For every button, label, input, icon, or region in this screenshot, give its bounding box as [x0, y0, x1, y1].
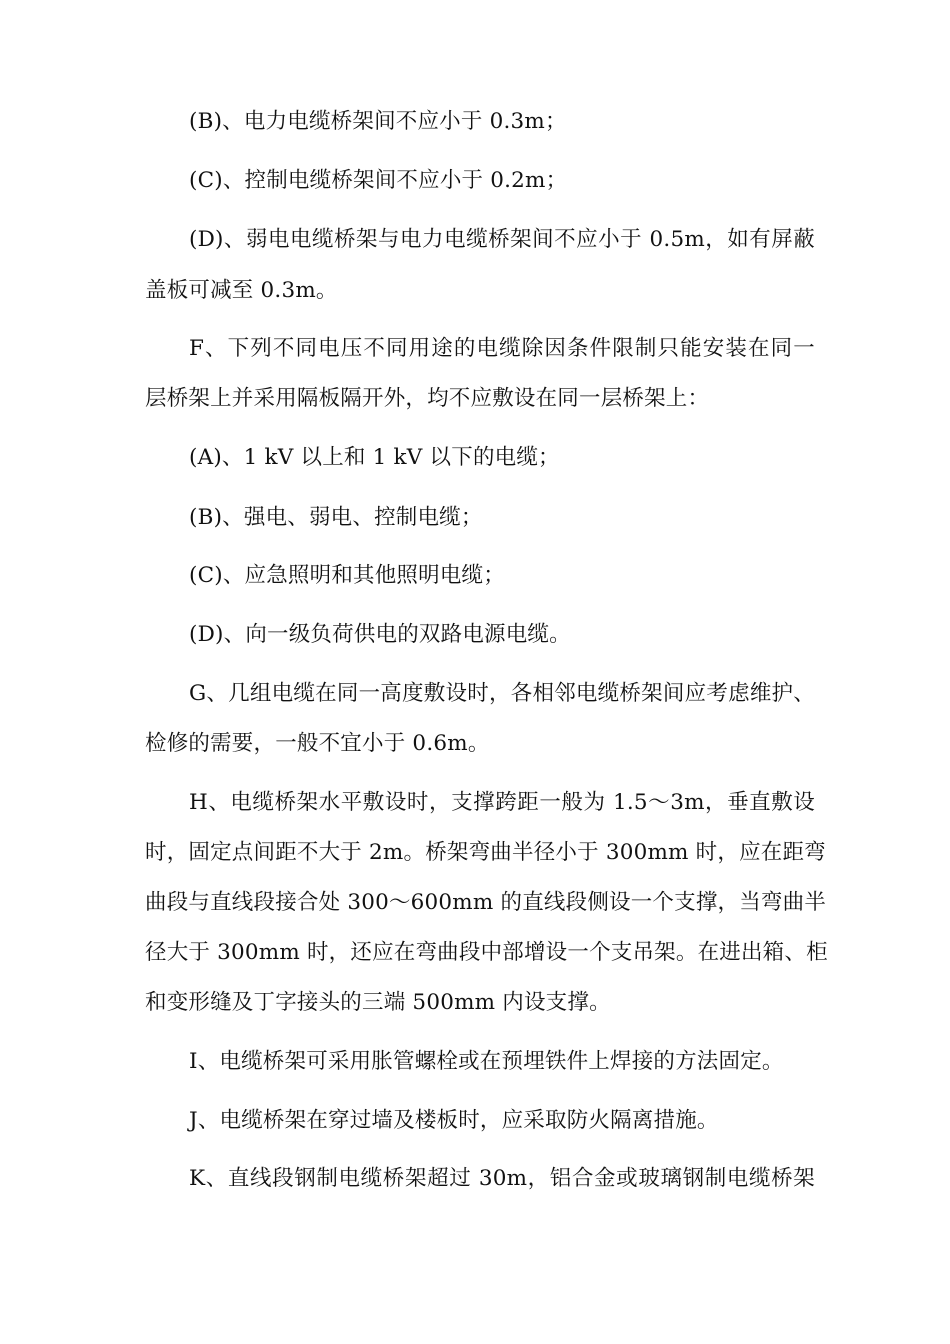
- text-line-d-weak-current-tray: (D)、弱电电缆桥架与电力电缆桥架间不应小于 0.5m，如有屏蔽: [189, 227, 815, 252]
- text-line-f-cable-separation: F、下列不同电压不同用途的电缆除因条件限制只能安装在同一: [189, 336, 815, 361]
- text-line-c-control-tray: (C)、控制电缆桥架间不应小于 0.2m；: [189, 168, 568, 193]
- text-line-f-b-current-types: (B)、强电、弱电、控制电缆；: [189, 505, 483, 530]
- text-line-h-continuation-3: 径大于 300mm 时，还应在弯曲段中部增设一个支吊架。在进出箱、柜: [145, 940, 828, 965]
- text-line-d-continuation: 盖板可减至 0.3m。: [145, 278, 338, 303]
- text-line-f-d-dual-power: (D)、向一级负荷供电的双路电源电缆。: [189, 622, 571, 647]
- text-line-h-continuation-4: 和变形缝及丁字接头的三端 500mm 内设支撑。: [145, 990, 611, 1015]
- text-line-g-continuation: 检修的需要，一般不宜小于 0.6m。: [145, 731, 490, 756]
- text-line-j-fire-isolation: J、电缆桥架在穿过墙及楼板时，应采取防火隔离措施。: [189, 1108, 719, 1133]
- text-line-h-support-spacing: H、电缆桥架水平敷设时，支撑跨距一般为 1.5～3m，垂直敷设: [189, 790, 815, 815]
- text-line-b-power-tray: (B)、电力电缆桥架间不应小于 0.3m；: [189, 109, 567, 134]
- text-line-f-c-lighting: (C)、应急照明和其他照明电缆；: [189, 563, 505, 588]
- text-line-f-continuation: 层桥架上并采用隔板隔开外，均不应敷设在同一层桥架上：: [145, 386, 710, 411]
- text-line-h-continuation-2: 曲段与直线段接合处 300～600mm 的直线段侧设一个支撑，当弯曲半: [145, 890, 827, 915]
- text-line-f-a-voltage: (A)、1 kV 以上和 1 kV 以下的电缆；: [189, 445, 560, 470]
- text-line-g-maintenance: G、几组电缆在同一高度敷设时，各相邻电缆桥架间应考虑维护、: [189, 681, 815, 706]
- text-line-i-fixing-method: I、电缆桥架可采用胀管螺栓或在预埋铁件上焊接的方法固定。: [189, 1049, 784, 1074]
- text-line-k-straight-section: K、直线段钢制电缆桥架超过 30m，铝合金或玻璃钢制电缆桥架: [189, 1166, 815, 1191]
- text-line-h-continuation-1: 时，固定点间距不大于 2m。桥架弯曲半径小于 300mm 时，应在距弯: [145, 840, 826, 865]
